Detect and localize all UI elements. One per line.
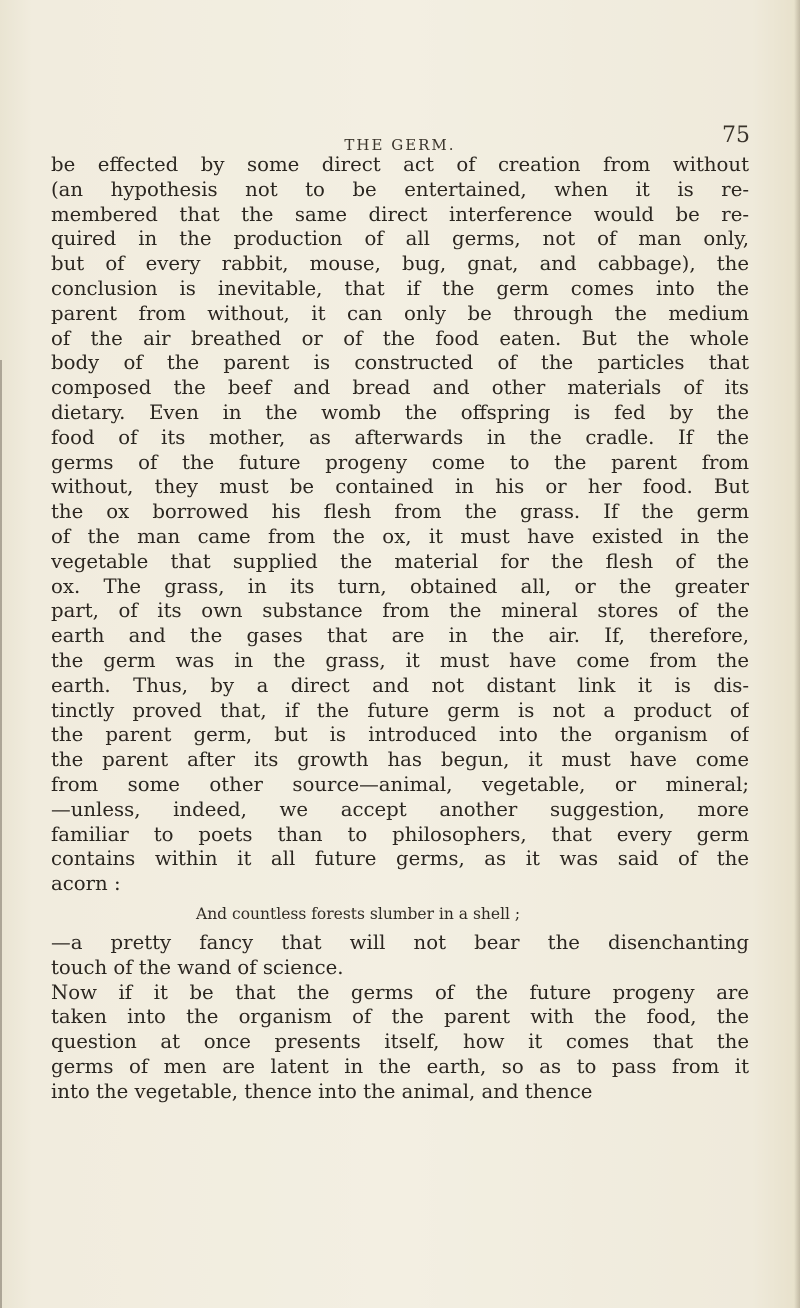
text-line: food of its mother, as afterwards in the cradle. If the <box>51 425 749 449</box>
paragraph-1 <box>51 153 749 897</box>
text-line: ox. The grass, in its turn, obtained all, or the greater <box>51 574 749 598</box>
text-line: of the man came from the ox, it must have existed in the <box>51 524 749 548</box>
text-line: —a pretty fancy that will not bear the disenchanting <box>51 930 749 954</box>
page-number: 75 <box>722 123 750 148</box>
running-title: THE GERM. <box>344 136 456 154</box>
text-line: into the vegetable, thence into the animal, and thence <box>51 1079 593 1103</box>
text-line: earth and the gases that are in the air. If, therefore, <box>51 624 749 648</box>
text-line: familiar to poets than to philosophers, that every germ <box>51 822 749 846</box>
text-line: membered that the same direct interference would be re- <box>51 202 749 226</box>
text-line: contains within it all future germs, as it was said of the <box>51 847 749 871</box>
text-line: composed the beef and bread and other materials of its <box>51 376 749 400</box>
text-line: the parent germ, but is introduced into the organism of <box>51 723 749 747</box>
text-line: the ox borrowed his flesh from the grass. If the germ <box>51 500 749 524</box>
text-line: from some other source—animal, vegetable, or mineral; <box>51 772 749 796</box>
text-line: parent from without, it can only be through the medium <box>51 301 749 325</box>
text-line: body of the parent is constructed of the particles that <box>51 351 749 375</box>
paragraph-2 <box>51 931 749 981</box>
text-line: of the air breathed or of the food eaten. But the whole <box>51 326 749 350</box>
text-line: the parent after its growth has begun, it must have come <box>51 748 749 772</box>
text-line: dietary. Even in the womb the offspring is fed by the <box>51 400 749 424</box>
text-line: the germ was in the grass, it must have come from the <box>51 648 749 672</box>
verse-quote: And countless forests slumber in a shell ; <box>196 904 521 923</box>
text-line: question at once presents itself, how it comes that the <box>51 1030 749 1054</box>
body-text <box>51 153 749 1104</box>
text-line: quired in the production of all germs, not of man only, <box>51 227 749 251</box>
text-line: but of every rabbit, mouse, bug, gnat, and cabbage), the <box>51 252 749 276</box>
text-line: be effected by some direct act of creation from without <box>51 153 749 176</box>
paragraph-3 <box>51 981 749 1105</box>
text-line: without, they must be contained in his or her food. But <box>51 475 749 499</box>
text-line: touch of the wand of science. <box>51 955 344 979</box>
text-line: germs of the future progeny come to the parent from <box>51 450 749 474</box>
text-line: acorn : <box>51 872 121 896</box>
text-line: tinctly proved that, if the future germ is not a product of <box>51 698 749 722</box>
running-head <box>0 118 800 158</box>
page-gutter-line <box>0 360 2 1308</box>
page-edge-shadow <box>794 0 800 1308</box>
text-line: conclusion is inevitable, that if the germ comes into the <box>51 276 749 300</box>
text-line: part, of its own substance from the mineral stores of the <box>51 599 749 623</box>
text-line: taken into the organism of the parent with the food, the <box>51 1005 749 1029</box>
text-line: earth. Thus, by a direct and not distant link it is dis- <box>51 673 749 697</box>
text-line: (an hypothesis not to be entertained, when it is re- <box>51 177 749 201</box>
text-line: Now if it be that the germs of the future progeny are <box>51 980 749 1004</box>
text-line: —unless, indeed, we accept another suggestion, more <box>51 797 749 821</box>
text-line: germs of men are latent in the earth, so as to pass from it <box>51 1054 749 1078</box>
text-line: vegetable that supplied the material for the flesh of the <box>51 549 749 573</box>
